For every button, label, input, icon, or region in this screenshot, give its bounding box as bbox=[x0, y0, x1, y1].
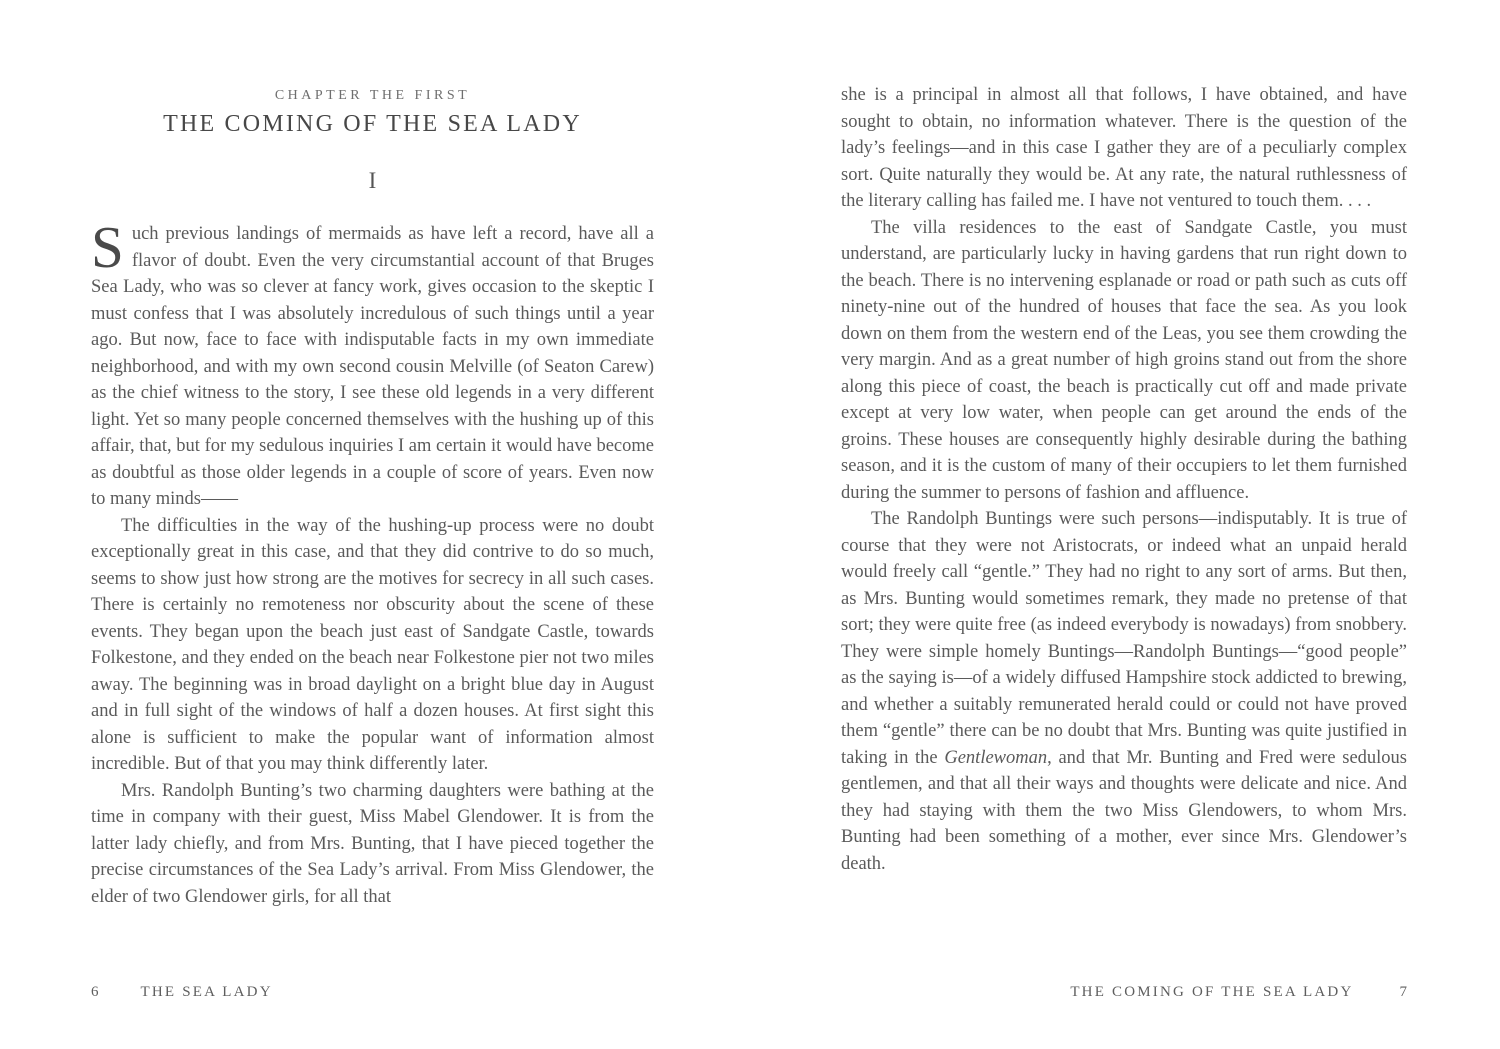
paragraph: The villa residences to the east of Sandgate Castle, you must understand, are particularly lucky in having gardens that run right down to the beach. There is no intervening esplanade or road or path such as cuts off ninety-nine out of the hundred of houses that face the sea. As you look down on them from the western end of the Leas, you see them crowding the very margin. And as a great number of high groins stand out from the shore along this piece of coast, the beach is practically cut off and made private except at very low water, when people can get around the ends of the groins. These houses are consequently highly desirable during the bathing season, and it is the custom of many of their occupiers to let them furnished during the summer to persons of fashion and affluence. bbox=[841, 217, 1407, 503]
running-title: THE SEA LADY bbox=[140, 984, 273, 1000]
paragraph-text: The Randolph Buntings were such persons—indisputably. It is true of course that they were not Aristocrats, or indeed what an unpaid herald would freely call “gentle.” They had no right to any sort of arms. But then, as Mrs. Bunting would sometimes remark, they made no pretense of that sort; they were quite free (as indeed everybody is nowadays) from snobbery. They were simple homely Buntings—Randolph Buntings—“good people” as the saying is—of a widely diffused Hampshire stock addicted to brewing, and whether a suitably remunerated herald could or could not have proved them “gentle” there can be no doubt that Mrs. Bunting was quite justified in taking in the bbox=[841, 509, 1407, 768]
left-page bbox=[91, 88, 654, 910]
paragraph-text: uch previous landings of mermaids as have left a record, have all a flavor of doubt. Even the very circumstantial account of that Bruges Sea Lady, who was so clever at fancy work, gives occasion to the skeptic I must confess that I was absolutely incredulous of such things until a year ago. But now, face to face with indisputable facts in my own immediate neighborhood, and with my own second cousin Melville (of Seaton Carew) as the chief witness to the story, I see these old legends in a very different light. Yet so many people concerned themselves with the hushing up of this affair, that, but for my sedulous inquiries I am certain it would have become as doubtful as those older legends in a couple of score of years. Even now to many minds—— bbox=[91, 224, 654, 509]
right-page-body bbox=[841, 82, 1407, 877]
chapter-label: CHAPTER THE FIRST bbox=[274, 88, 471, 103]
italic-publication-name: Gentlewoman bbox=[944, 747, 1048, 768]
paragraph bbox=[841, 506, 1407, 877]
left-page-footer bbox=[91, 984, 654, 1001]
drop-cap: S bbox=[91, 214, 124, 280]
left-page-body bbox=[91, 214, 654, 910]
running-title: THE COMING OF THE SEA LADY bbox=[1070, 984, 1354, 1000]
paragraph: she is a principal in almost all that follows, I have obtained, and have sought to obtain, no information whatever. There is the question of the lady’s feelings—and in this case I gather they are of a peculiarly complex sort. Quite naturally they would be. At any rate, the natural ruthlessness of the literary calling has failed me. I have not ventured to touch them. . . . bbox=[841, 85, 1407, 211]
page-number: 7 bbox=[1399, 984, 1407, 1000]
section-numeral: I bbox=[368, 168, 377, 193]
paragraph-text: , and that Mr. Bunting and Fred were sedulous gentlemen, and that all their ways and thoughts were delicate and nice. And they had staying with them the two Miss Glendowers, to whom Mrs. Bunting had been something of a mother, ever since Mrs. Glendower’s death. bbox=[841, 747, 1407, 874]
paragraph: Mrs. Randolph Bunting’s two charming daughters were bathing at the time in company with their guest, Miss Mabel Glendower. It is from the latter lady chiefly, and from Mrs. Bunting, that I have pieced together the precise circumstances of the Sea Lady’s arrival. From Miss Glendower, the elder of two Glendower girls, for all that bbox=[91, 780, 654, 907]
paragraph: The difficulties in the way of the hushing-up process were no doubt exceptionally great in this case, and that they did contrive to do so much, seems to show just how strong are the motives for secrecy in all such cases. There is certainly no remoteness nor obscurity about the scene of these events. They began upon the beach just east of Sandgate Castle, towards Folkestone, and they ended on the beach near Folkestone pier not two miles away. The beginning was in broad daylight on a bright blue day in August and in full sight of the windows of half a dozen houses. At first sight this alone is sufficient to make the popular want of information almost incredible. But of that you may think differently later. bbox=[91, 515, 654, 774]
chapter-title: THE COMING OF THE SEA LADY bbox=[163, 111, 582, 137]
paragraph bbox=[91, 214, 654, 513]
right-page-footer bbox=[841, 984, 1407, 1001]
page-number: 6 bbox=[91, 984, 99, 1000]
right-page bbox=[841, 82, 1407, 877]
